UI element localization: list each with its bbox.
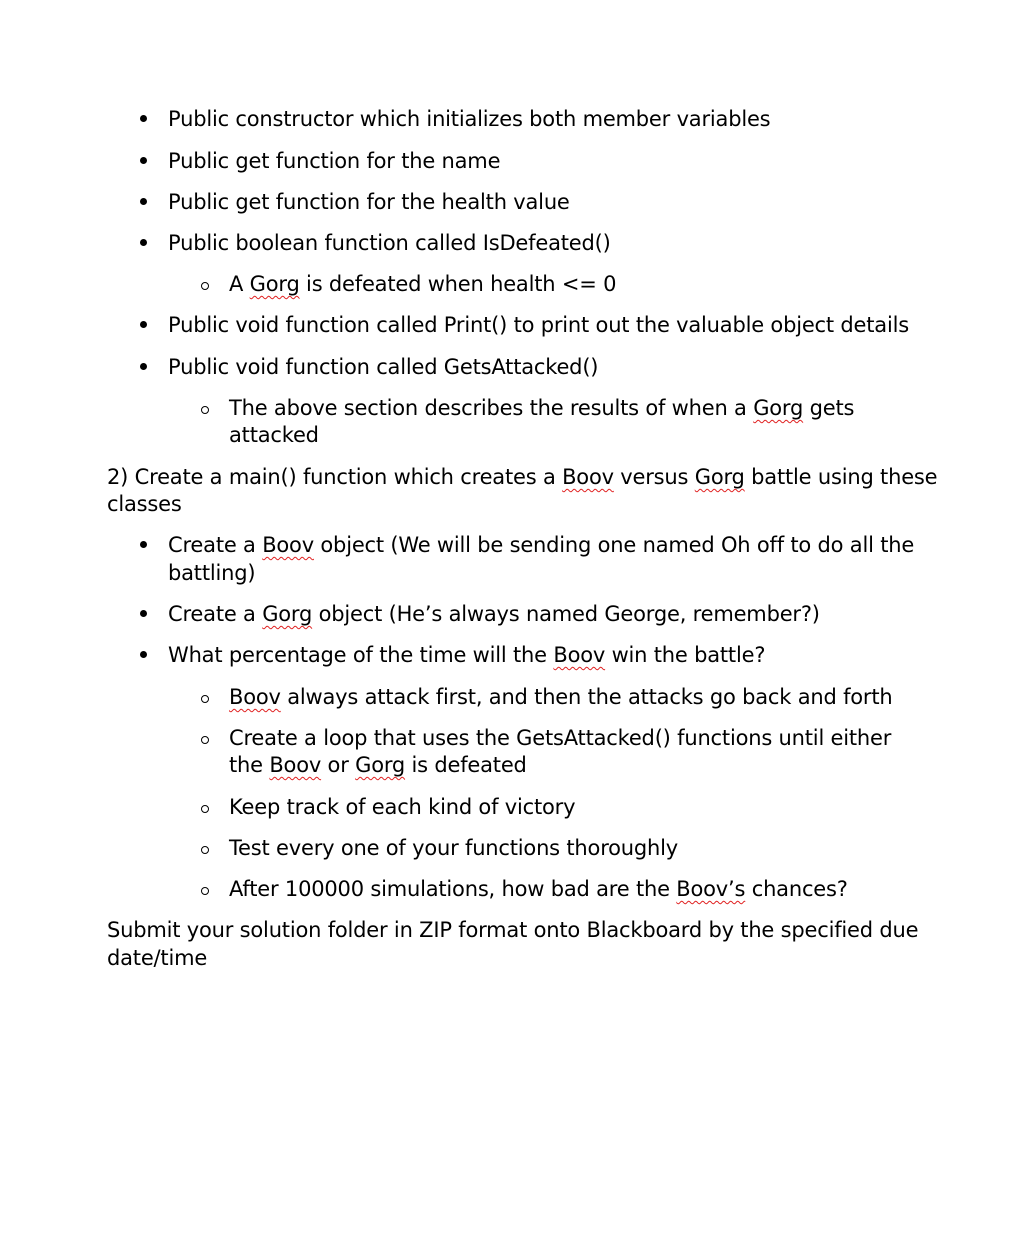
spellcheck-word[interactable]: Boov (562, 465, 614, 489)
spellcheck-word[interactable]: Gorg (249, 272, 300, 296)
list-item-text: The above section describes the results of when a Gorg gets (229, 396, 855, 420)
list-item-text: Create a loop that uses the GetsAttacked() functions until either (229, 726, 892, 750)
list-item-text: A Gorg is defeated when health <= 0 (229, 272, 617, 296)
paragraph-text: 2) Create a main() function which creates a Boov versus Gorg battle using these (107, 465, 938, 489)
list-item-text: Public get function for the health value (168, 190, 570, 214)
list-item-text: battling) (168, 561, 256, 585)
bullet-circle (201, 846, 209, 854)
list-item-text: Public constructor which initializes both member variables (168, 107, 771, 131)
list-item-text: Public boolean function called IsDefeated() (168, 231, 611, 255)
bullet-dot (140, 239, 147, 246)
list-item-text: Test every one of your functions thoroughly (229, 836, 679, 860)
list-item-text: Create a Gorg object (He’s always named George, remember?) (168, 602, 820, 626)
list-item-text: Keep track of each kind of victory (229, 795, 576, 819)
spellcheck-word[interactable]: Boov (262, 533, 314, 557)
bullet-dot (140, 610, 147, 617)
spellcheck-word[interactable]: Boov (553, 643, 606, 667)
spellcheck-word[interactable]: Gorg (753, 396, 804, 420)
bullet-circle (201, 406, 209, 414)
spellcheck-word[interactable]: Gorg (262, 602, 313, 626)
bullet-dot (140, 541, 147, 548)
spellcheck-word[interactable]: Boov’s (676, 877, 746, 901)
list-item-text: After 100000 simulations, how bad are the Boov’s chances? (229, 877, 848, 901)
paragraph-text: classes (107, 492, 182, 516)
bullet-dot (140, 321, 147, 328)
list-item-text: Public void function called GetsAttacked() (168, 355, 599, 379)
list-item-text: the Boov or Gorg is defeated (229, 753, 527, 777)
bullet-dot (140, 363, 147, 370)
paragraph-text: date/time (107, 946, 208, 970)
bullet-dot (140, 198, 147, 205)
list-item-text: Public get function for the name (168, 149, 501, 173)
list-item-text: Boov always attack first, and then the attacks go back and forth (229, 685, 893, 709)
bullet-circle (201, 805, 209, 813)
spellcheck-word[interactable]: Boov (269, 753, 322, 777)
list-item-text: What percentage of the time will the Boov win the battle? (168, 643, 766, 667)
bullet-dot (140, 157, 147, 164)
bullet-circle (201, 887, 209, 895)
bullet-circle (201, 736, 209, 744)
bullet-dot (140, 115, 147, 122)
spellcheck-word[interactable]: Boov (229, 685, 281, 709)
spellcheck-word[interactable]: Gorg (694, 465, 745, 489)
paragraph-text: Submit your solution folder in ZIP format onto Blackboard by the specified due (107, 918, 919, 942)
bullet-circle (201, 282, 209, 290)
bullet-dot (140, 651, 147, 658)
bullet-circle (201, 695, 209, 703)
list-item-text: Create a Boov object (We will be sending one named Oh off to do all the (168, 533, 915, 557)
spellcheck-word[interactable]: Gorg (355, 753, 406, 777)
list-item-text: attacked (229, 423, 319, 447)
list-item-text: Public void function called Print() to print out the valuable object details (168, 313, 909, 337)
